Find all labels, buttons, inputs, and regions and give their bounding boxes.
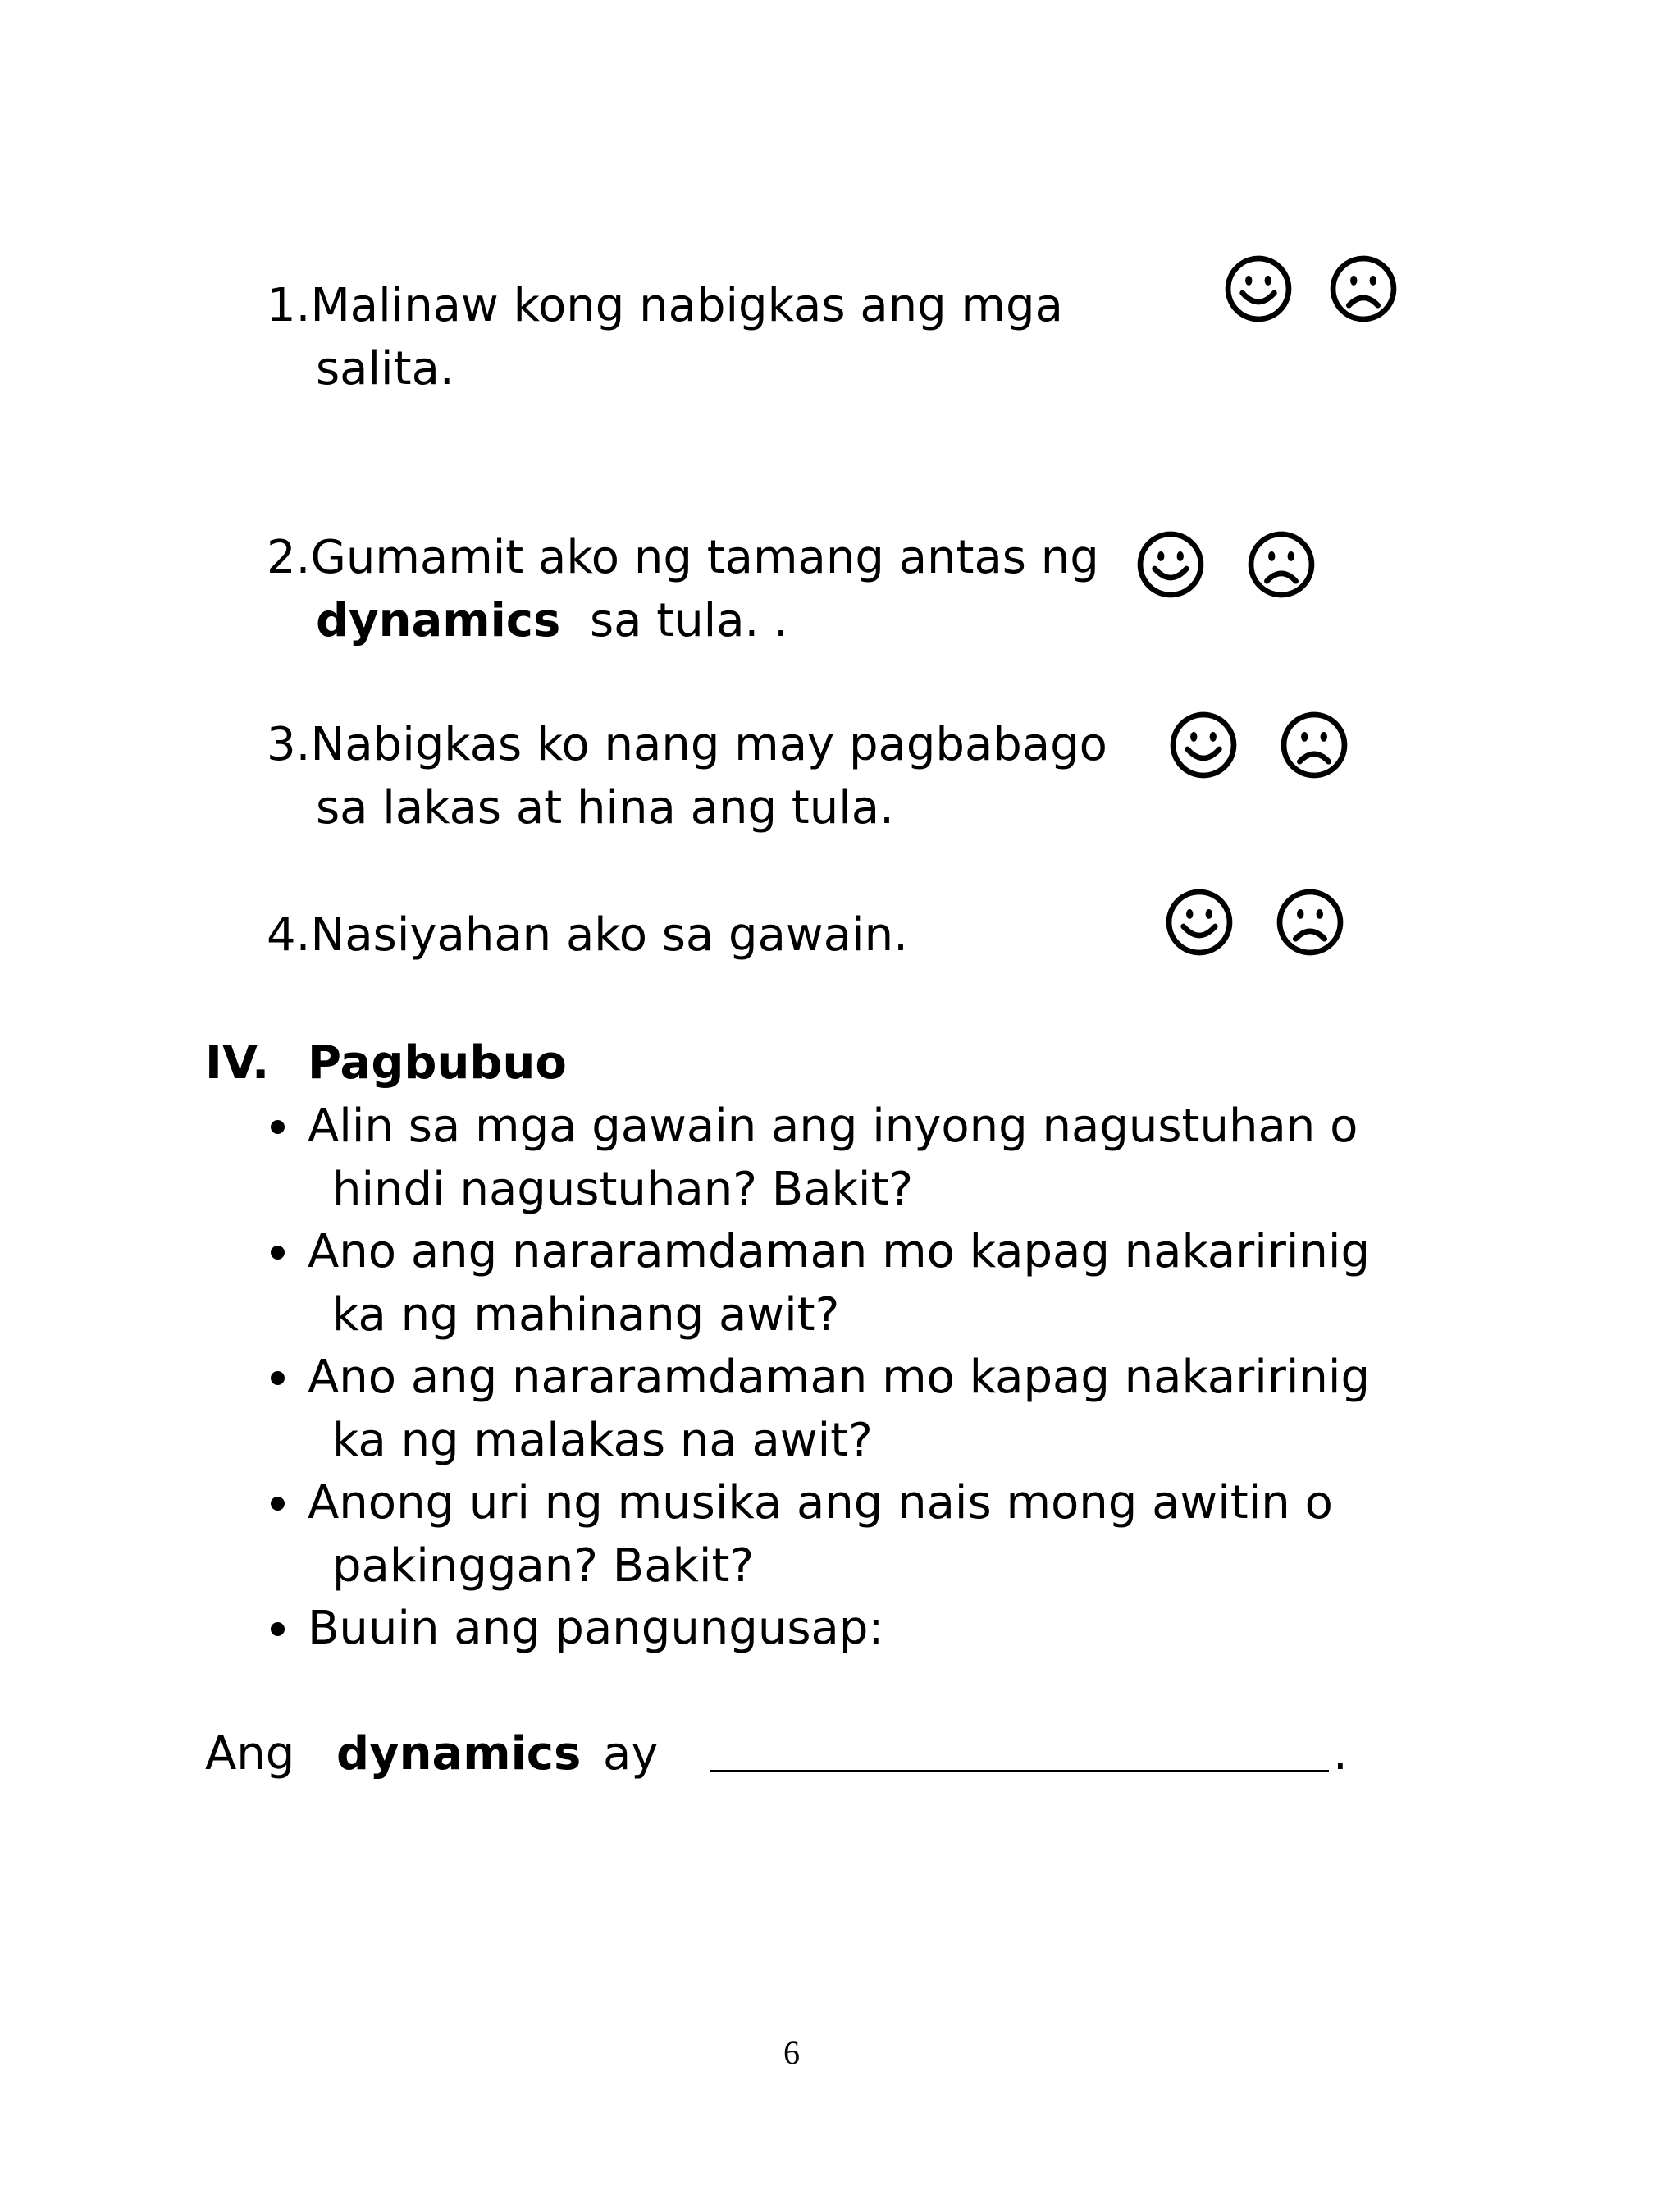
- item-text-line2: dynamics sa tula. .: [316, 594, 788, 647]
- bullet-item-2-line2: ka ng mahinang awit?: [332, 1288, 840, 1342]
- item-text-line1: Nasiyahan ako sa gawain.: [310, 908, 908, 962]
- sad-face-icon[interactable]: [1280, 711, 1349, 780]
- bullet-item-4-line1: Anong uri ng musika ang nais mong awitin o: [308, 1476, 1333, 1529]
- completion-term-dynamics: dynamics: [336, 1727, 582, 1781]
- item-number: 4.: [267, 908, 311, 962]
- item-text-line2: sa lakas at hina ang tula.: [316, 781, 894, 834]
- bullet-dot: [271, 1622, 285, 1636]
- rubric-item-2: [267, 531, 1099, 584]
- completion-word-ay: ay: [603, 1727, 659, 1781]
- bullet-item-1-line2: hindi nagustuhan? Bakit?: [332, 1163, 914, 1216]
- sad-face-icon[interactable]: [1329, 254, 1398, 323]
- bullet-dot: [271, 1497, 285, 1511]
- bullet-item-3-line1: Ano ang nararamdaman mo kapag nakaririnig: [308, 1351, 1370, 1404]
- item-text-line1: Malinaw kong nabigkas ang mga: [310, 279, 1063, 332]
- bullet-item-3-line2: ka ng malakas na awit?: [332, 1414, 873, 1467]
- sad-face-icon[interactable]: [1247, 530, 1316, 599]
- section-title: Pagbubuo: [308, 1036, 567, 1090]
- completion-word-ang: Ang: [205, 1727, 295, 1781]
- item-number: 2.: [267, 531, 311, 584]
- item-text-line1: Gumamit ako ng tamang antas ng: [310, 531, 1099, 584]
- item-text-line2: salita.: [316, 342, 454, 395]
- completion-period: .: [1333, 1727, 1348, 1781]
- item-number: 3.: [267, 718, 311, 771]
- sad-face-icon[interactable]: [1276, 888, 1344, 957]
- smiley-face-icon[interactable]: [1165, 888, 1234, 957]
- dynamics-term: dynamics: [316, 594, 561, 647]
- bullet-item-2-line1: Ano ang nararamdaman mo kapag nakaririnig: [308, 1225, 1370, 1278]
- answer-blank-line[interactable]: [710, 1770, 1329, 1772]
- rubric-item-3: [267, 718, 1107, 771]
- smiley-face-icon[interactable]: [1169, 711, 1238, 780]
- bullet-item-5-line1: Buuin ang pangungusap:: [308, 1602, 884, 1655]
- bullet-dot: [271, 1120, 285, 1134]
- smiley-face-icon[interactable]: [1136, 530, 1205, 599]
- section-numeral: IV.: [205, 1036, 270, 1090]
- bullet-dot: [271, 1371, 285, 1385]
- item-text-line1: Nabigkas ko nang may pagbabago: [310, 718, 1107, 771]
- bullet-dot: [271, 1246, 285, 1260]
- rubric-item-1: [267, 279, 1063, 332]
- item-number: 1.: [267, 279, 311, 332]
- bullet-item-4-line2: pakinggan? Bakit?: [332, 1539, 755, 1593]
- page-number: 6: [783, 2034, 800, 2071]
- rubric-item-4: [267, 908, 908, 962]
- bullet-item-1-line1: Alin sa mga gawain ang inyong nagustuhan o: [308, 1100, 1358, 1153]
- smiley-face-icon[interactable]: [1224, 254, 1293, 323]
